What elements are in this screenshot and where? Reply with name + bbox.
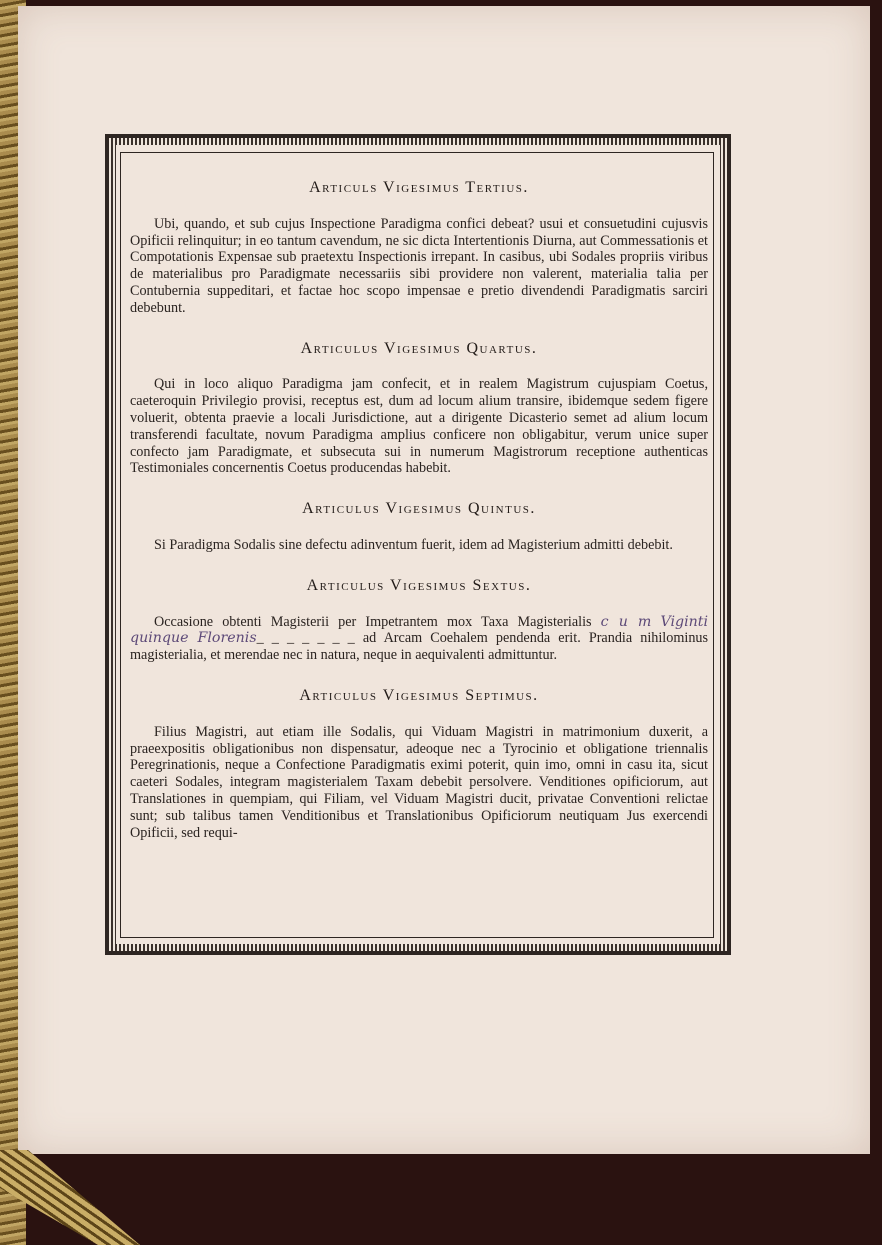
article-26-text-a: Occasione obtenti Magisterii per Impetrantem mox Taxa Magisterialis	[154, 613, 592, 630]
article-26-text	[130, 614, 708, 664]
article-27-text: Filius Magistri, aut etiam ille Sodalis, qui Viduam Magistri in matrimonium duxerit, a praeexpositis obligationibus non dispensatur, adeoque nec a Tyrocinio et obligatione triennalis Peregrinationis, neque a Confectione Paradigmatis eximi poterit, quin imo, omni in casu ita, sicut caeteri Sodales, integram magisterialem Taxam debebit persolvere. Venditiones opificiorum, aut Translationes in quempiam, qui Filiam, vel Viduam Magistri ducit, privatae Conventioni relictae sunt; sub talibus tamen Venditionibus et Translationibus Opificiorum neutiquam Jus exercendi Opificii, sed requi-	[130, 723, 708, 841]
article-26-title: Articulus Vigesimus Sextus.	[306, 576, 532, 594]
article-27-title: Articulus Vigesimus Septimus.	[299, 686, 539, 704]
article-23-text: Ubi, quando, et sub cujus Inspectione Paradigma confici debeat? usui et consuetudini cujusvis Opificii relinquitur; in eo tantum cavendum, ne sic dicta Intertentionis Diurna, aut Commessationis et Compotationis Expensae sub praetextu Inspectionis irrepant. In casibus, ubi Sodales propriis viribus de materialibus pro Paradigmate necessariis sibi providere non valerent, materialia talia per Contubernia suppeditari, et factae hoc scopo impensae e pretio divendendi Paradigmatis sarciri debebunt.	[130, 215, 708, 316]
blank-line: _ _ _ _ _ _ _	[256, 630, 355, 647]
handwritten-entry-a: c u m	[600, 613, 652, 630]
article-24-title: Articulus Vigesimus Quartus.	[300, 339, 538, 357]
article-23-title: Articuls Vigesimus Tertius.	[309, 179, 529, 196]
article-26-text-b: ad Arcam Coehalem pendenda erit. Prandia nihilominus magisterialia, et merendae nec in natura, neque in aequivalenti admittuntur.	[130, 630, 709, 664]
page-content	[130, 180, 708, 841]
article-25-title: Articulus Vigesimus Quintus.	[302, 500, 536, 518]
article-24-text: Qui in loco aliquo Paradigma jam confecit, et in realem Magistrum cujuspiam Coetus, caeteroquin Privilegio provisi, receptus est, dum ad locum alium transire, ibidemque sedem figere voluerit, obtenta praevie a locali Jurisdictione, aut a dirigente Dicasterio semet ad alium locum transferendi facultate, novum Paradigma amplius conficere non obligabitur, verum unice super confecto jam Paradigmate, et subsecuta sui in numerum Magistrorum receptione authenticas Testimoniales concernentis Coetus producendas habebit.	[130, 376, 708, 477]
article-25-text: Si Paradigma Sodalis sine defectu adinventum fuerit, idem ad Magisterium admitti debebit.	[154, 536, 673, 553]
handwritten-entry-b: Viginti quinque Florenis	[130, 613, 708, 647]
